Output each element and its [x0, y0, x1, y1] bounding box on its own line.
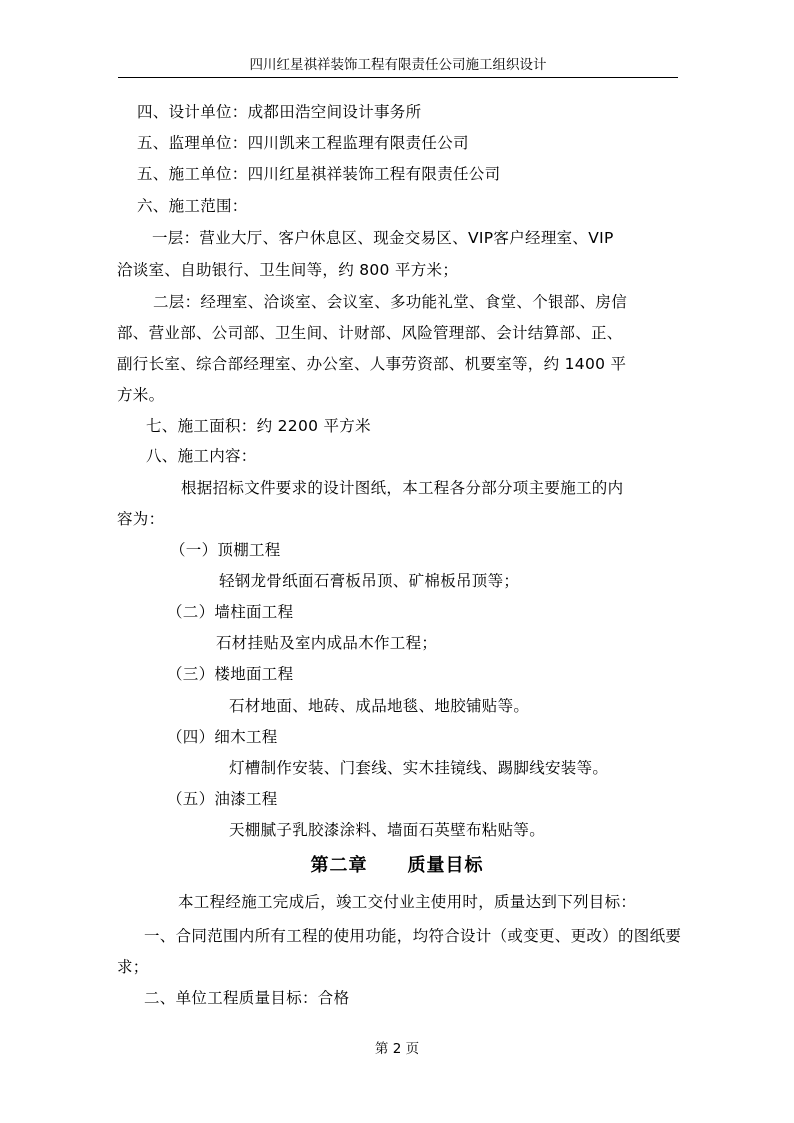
construction-unit-line: 五、施工单位：四川红星祺祥装饰工程有限责任公司: [137, 165, 501, 183]
construction-scope-heading: 六、施工范围：: [137, 197, 248, 215]
item-ceiling-heading: （一）顶棚工程: [170, 541, 281, 559]
floor2-line-c: 副行长室、综合部经理室、办公室、人事劳资部、机要室等，约 1400 平: [117, 355, 627, 373]
quality-goal-1-line-b: 求；: [117, 958, 149, 976]
construction-area-line: 七、施工面积：约 2200 平方米: [146, 417, 371, 435]
floor1-line-a: 一层：营业大厅、客户休息区、现金交易区、VIP客户经理室、VIP: [152, 229, 614, 247]
content-intro-line-a: 根据招标文件要求的设计图纸，本工程各分部分项主要施工的内: [181, 479, 624, 497]
item-ceiling-detail: 轻钢龙骨纸面石膏板吊顶、矿棉板吊顶等；: [219, 572, 520, 590]
page-number: 第 2 页: [374, 1041, 420, 1057]
chapter-heading: [0, 854, 794, 878]
quality-goal-1-line-a: 一、合同范围内所有工程的使用功能，均符合设计（或变更、更改）的图纸要: [144, 927, 682, 945]
design-unit-line: 四、设计单位：成都田浩空间设计事务所: [137, 103, 422, 121]
quality-goal-2-line: 二、单位工程质量目标：合格: [144, 989, 350, 1007]
content-intro-line-b: 容为：: [117, 510, 165, 528]
floor2-line-b: 部、营业部、公司部、卫生间、计财部、风险管理部、会计结算部、正、: [117, 324, 623, 342]
floor1-line-b: 洽谈室、自助银行、卫生间等，约 800 平方米；: [117, 261, 459, 279]
item-floor-detail: 石材地面、地砖、成品地毯、地胶铺贴等。: [229, 697, 530, 715]
item-paint-detail: 天棚腻子乳胶漆涂料、墙面石英壁布粘贴等。: [229, 821, 546, 839]
floor2-line-a: 二层：经理室、洽谈室、会议室、多功能礼堂、食堂、个银部、房信: [153, 293, 628, 311]
construction-content-heading: 八、施工内容：: [146, 447, 257, 465]
item-paint-heading: （五）油漆工程: [167, 790, 278, 808]
chapter-number: 第二章: [310, 855, 368, 876]
floor2-line-d: 方米。: [117, 386, 165, 404]
item-wall-heading: （二）墙柱面工程: [167, 603, 294, 621]
item-wall-detail: 石材挂贴及室内成品木作工程；: [216, 634, 438, 652]
page-header: 四川红星祺祥装饰工程有限责任公司施工组织设计: [118, 55, 678, 78]
quality-intro-line: 本工程经施工完成后，竣工交付业主使用时，质量达到下列目标：: [178, 893, 637, 911]
chapter-title: 质量目标: [407, 855, 484, 876]
item-floor-heading: （三）楼地面工程: [167, 665, 294, 683]
item-woodwork-heading: （四）细木工程: [167, 728, 278, 746]
item-woodwork-detail: 灯槽制作安装、门套线、实木挂镜线、踢脚线安装等。: [229, 759, 609, 777]
supervision-unit-line: 五、监理单位：四川凯来工程监理有限责任公司: [137, 134, 469, 152]
